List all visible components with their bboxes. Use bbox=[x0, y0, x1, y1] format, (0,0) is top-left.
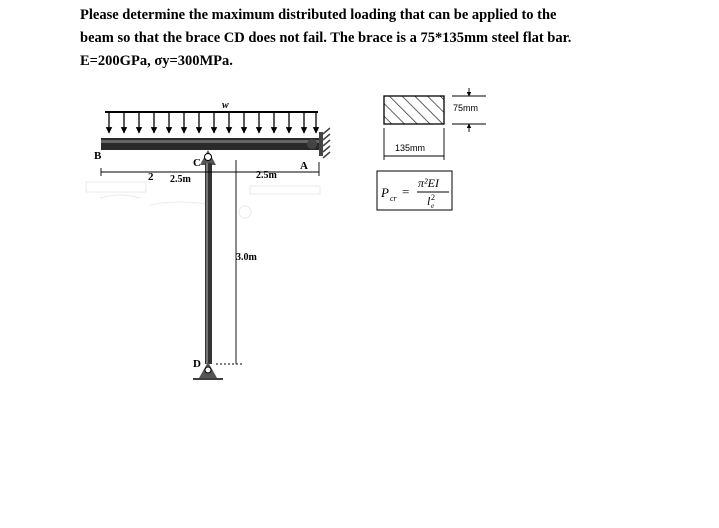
beam bbox=[101, 138, 319, 150]
left-span-label: 2.5m bbox=[170, 174, 191, 185]
distributed-load bbox=[105, 112, 318, 133]
scan-artifacts bbox=[86, 182, 320, 218]
right-span-label: 2.5m bbox=[256, 170, 277, 181]
section-rect bbox=[384, 96, 444, 124]
stray-mark: 2 bbox=[148, 171, 154, 183]
problem-line-1: Please determine the maximum distributed loading that can be applied to the bbox=[80, 7, 557, 23]
brace-height-label: 3.0m bbox=[236, 252, 257, 263]
formula-denominator-sup: 2 bbox=[431, 193, 435, 202]
formula-lhs-sub: cr bbox=[390, 194, 397, 203]
cross-section bbox=[384, 88, 486, 160]
problem-line-2: beam so that the brace CD does not fail. The brace is a 75*135mm steel flat bar. bbox=[80, 30, 572, 46]
point-c-label: C bbox=[193, 157, 201, 169]
beam-figure bbox=[86, 100, 330, 379]
formula-denominator-sub: e bbox=[431, 202, 435, 210]
section-width-label: 135mm bbox=[395, 143, 426, 153]
formula-equals: = bbox=[402, 184, 410, 199]
pin-c bbox=[200, 150, 216, 165]
point-d-label: D bbox=[193, 358, 201, 370]
euler-formula bbox=[377, 171, 452, 210]
point-b-label: B bbox=[94, 150, 102, 162]
height-dimension bbox=[216, 176, 244, 364]
point-a-label: A bbox=[300, 160, 308, 172]
load-label-w: w bbox=[222, 100, 229, 111]
section-height-label: 75mm bbox=[453, 103, 479, 113]
formula-lhs: P bbox=[381, 185, 389, 200]
formula-denominator: l bbox=[427, 194, 431, 208]
formula-numerator: π²EI bbox=[418, 176, 439, 190]
problem-line-3: E=200GPa, σy=300MPa. bbox=[80, 53, 233, 69]
